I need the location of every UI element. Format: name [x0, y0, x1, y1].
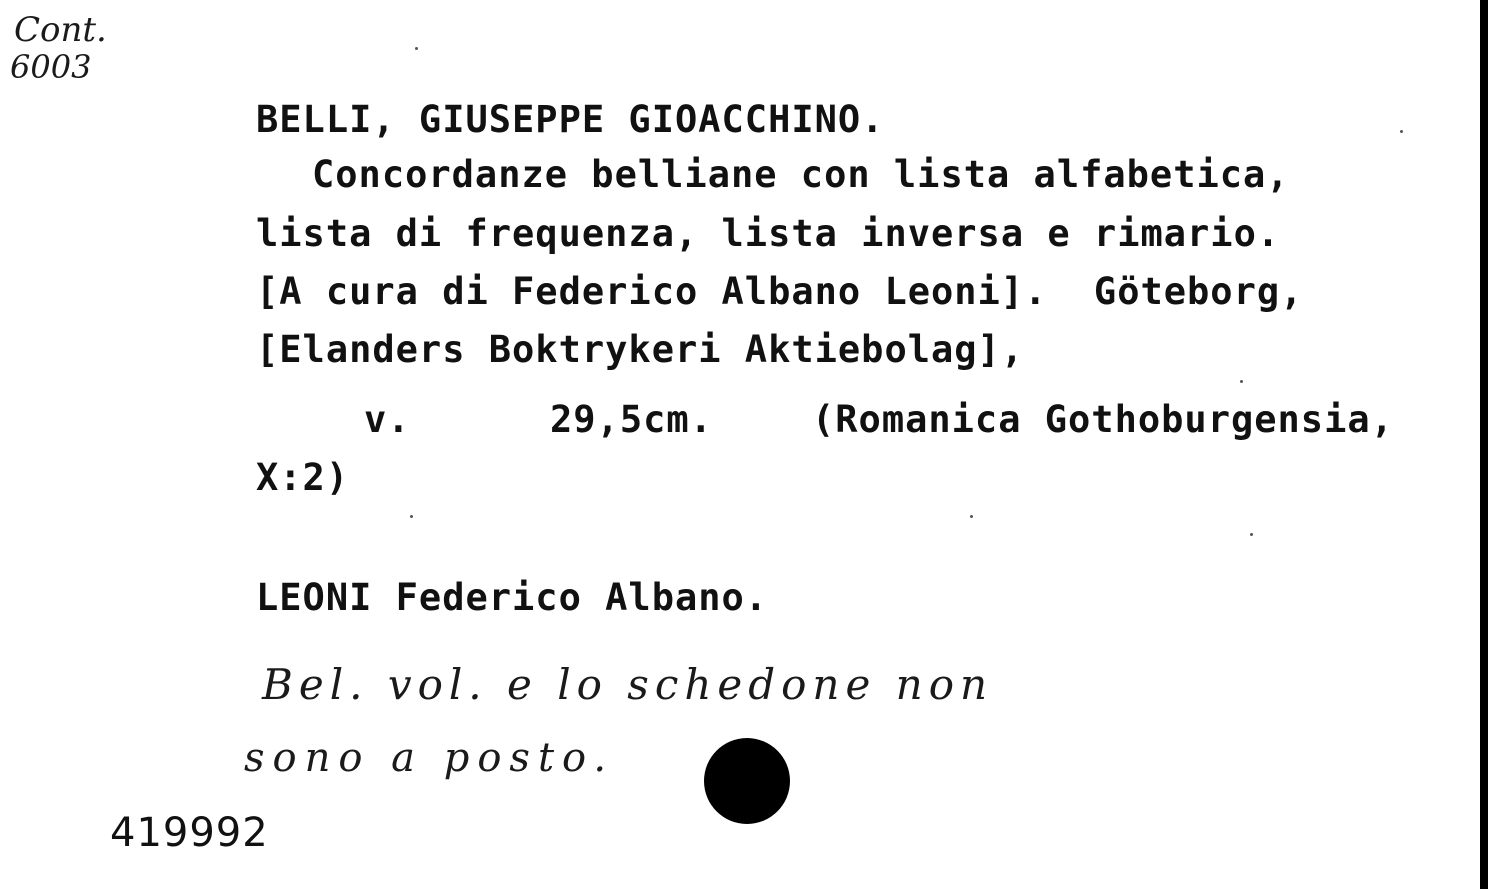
title-line-4: [Elanders Boktrykeri Aktiebolag], — [256, 328, 1025, 371]
dust-speck — [1400, 130, 1403, 133]
title-line-2: lista di frequenza, lista inversa e rimario. — [256, 212, 1281, 255]
title-line-3: [A cura di Federico Albano Leoni]. Göteborg, — [256, 270, 1304, 313]
corner-note-line1: Cont. — [14, 10, 107, 50]
dust-speck — [415, 47, 418, 50]
series-line-2: X:2) — [256, 456, 350, 499]
title-line-1: Concordanze belliane con lista alfabetica, — [312, 153, 1290, 196]
dust-speck — [1240, 380, 1243, 383]
dust-speck — [970, 515, 973, 518]
collation-size: 29,5cm. — [550, 398, 713, 441]
added-entry: LEONI Federico Albano. — [256, 576, 769, 619]
dust-speck — [410, 515, 413, 518]
dust-speck — [1250, 533, 1253, 536]
series-line-1: (Romanica Gothoburgensia, — [812, 398, 1394, 441]
punch-hole — [704, 738, 790, 824]
main-heading: BELLI, GIUSEPPE GIOACCHINO. — [256, 98, 885, 141]
collation-volume: v. — [364, 398, 411, 441]
card-number: 419992 — [110, 810, 269, 856]
card-edge-shadow — [1480, 0, 1488, 889]
handwritten-note-line-2: sono a posto. — [244, 735, 615, 781]
handwritten-note-line-1: Bel. vol. e lo schedone non — [262, 660, 994, 709]
corner-note-line2: 6003 — [10, 48, 92, 86]
